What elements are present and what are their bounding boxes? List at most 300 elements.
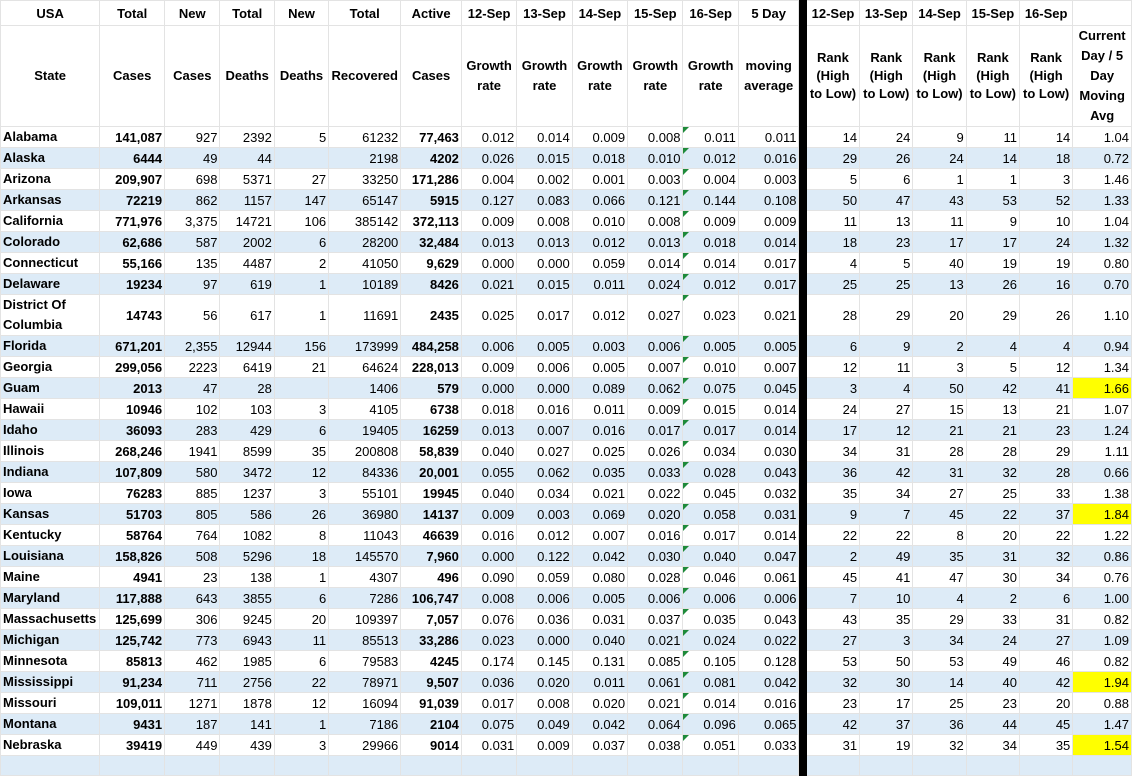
cell-g13[interactable]: 0.036 <box>517 609 572 630</box>
cell-r14[interactable]: 36 <box>913 714 966 735</box>
cell-r14[interactable]: 4 <box>913 588 966 609</box>
header-cell[interactable]: 15-Sep <box>628 1 683 26</box>
cell-ma5[interactable]: 0.042 <box>738 672 799 693</box>
cell-ma5[interactable]: 0.032 <box>738 483 799 504</box>
cell-new_deaths[interactable]: 11 <box>274 630 328 651</box>
cell-g15[interactable]: 0.008 <box>628 127 683 148</box>
cell-r13[interactable]: 10 <box>860 588 913 609</box>
cell-r13[interactable]: 19 <box>860 735 913 756</box>
cell-r16[interactable]: 33 <box>1019 483 1072 504</box>
header-cell[interactable]: 13-Sep <box>860 1 913 26</box>
cell-active[interactable]: 4202 <box>401 148 462 169</box>
cell-g13[interactable]: 0.000 <box>517 630 572 651</box>
header-cell[interactable]: 16-Sep <box>683 1 738 26</box>
cell-g14[interactable]: 0.040 <box>572 630 627 651</box>
cell-r12[interactable]: 23 <box>806 693 859 714</box>
cell-active[interactable]: 14137 <box>401 504 462 525</box>
cell-new_cases[interactable]: 927 <box>165 127 220 148</box>
cell-r14[interactable] <box>913 756 966 776</box>
cell-r15[interactable]: 28 <box>966 441 1019 462</box>
cell-g16[interactable]: 0.010 <box>683 357 738 378</box>
state-name-cell[interactable]: Iowa <box>1 483 100 504</box>
header-cell[interactable]: Recovered <box>329 26 401 127</box>
cell-g16[interactable]: 0.017 <box>683 420 738 441</box>
cell-r15[interactable]: 26 <box>966 274 1019 295</box>
cell-g14[interactable]: 0.011 <box>572 274 627 295</box>
cell-r12[interactable]: 32 <box>806 672 859 693</box>
state-name-cell[interactable]: Connecticut <box>1 253 100 274</box>
header-cell[interactable]: Cases <box>100 26 165 127</box>
cell-recovered[interactable]: 65147 <box>329 190 401 211</box>
cell-r14[interactable]: 50 <box>913 378 966 399</box>
cell-g15[interactable]: 0.028 <box>628 567 683 588</box>
cell-ratio[interactable]: 1.38 <box>1073 483 1132 504</box>
cell-r12[interactable]: 28 <box>806 295 859 336</box>
cell-recovered[interactable]: 84336 <box>329 462 401 483</box>
cell-r15[interactable]: 33 <box>966 609 1019 630</box>
header-cell[interactable]: 12-Sep <box>806 1 859 26</box>
header-cell[interactable]: 14-Sep <box>913 1 966 26</box>
cell-ratio[interactable]: 1.46 <box>1073 169 1132 190</box>
cell-g15[interactable]: 0.007 <box>628 357 683 378</box>
cell-g12[interactable]: 0.017 <box>461 693 516 714</box>
cell-g12[interactable]: 0.013 <box>461 232 516 253</box>
cell-new_deaths[interactable]: 6 <box>274 420 328 441</box>
cell-new_deaths[interactable]: 6 <box>274 588 328 609</box>
header-cell[interactable]: Total <box>100 1 165 26</box>
state-name-cell[interactable]: Missouri <box>1 693 100 714</box>
cell-active[interactable]: 171,286 <box>401 169 462 190</box>
state-name-cell[interactable]: Indiana <box>1 462 100 483</box>
header-cell[interactable]: 13-Sep <box>517 1 572 26</box>
cell-new_cases[interactable]: 3,375 <box>165 211 220 232</box>
cell-g13[interactable]: 0.006 <box>517 588 572 609</box>
cell-g16[interactable] <box>683 756 738 776</box>
cell-g14[interactable]: 0.012 <box>572 232 627 253</box>
cell-r14[interactable]: 21 <box>913 420 966 441</box>
cell-new_deaths[interactable]: 8 <box>274 525 328 546</box>
cell-g16[interactable]: 0.051 <box>683 735 738 756</box>
cell-g16[interactable]: 0.014 <box>683 693 738 714</box>
state-name-cell[interactable]: Colorado <box>1 232 100 253</box>
cell-r15[interactable]: 24 <box>966 630 1019 651</box>
cell-g16[interactable]: 0.015 <box>683 399 738 420</box>
cell-r12[interactable]: 5 <box>806 169 859 190</box>
cell-r14[interactable]: 17 <box>913 232 966 253</box>
cell-r12[interactable]: 36 <box>806 462 859 483</box>
cell-ratio[interactable]: 1.22 <box>1073 525 1132 546</box>
state-name-cell[interactable]: Minnesota <box>1 651 100 672</box>
cell-r12[interactable]: 22 <box>806 525 859 546</box>
cell-active[interactable]: 106,747 <box>401 588 462 609</box>
cell-total_deaths[interactable]: 586 <box>220 504 274 525</box>
cell-new_deaths[interactable]: 6 <box>274 232 328 253</box>
cell-total_cases[interactable]: 141,087 <box>100 127 165 148</box>
cell-r15[interactable]: 5 <box>966 357 1019 378</box>
cell-r16[interactable]: 31 <box>1019 609 1072 630</box>
cell-recovered[interactable] <box>329 756 401 776</box>
cell-g13[interactable]: 0.008 <box>517 693 572 714</box>
cell-total_deaths[interactable]: 2392 <box>220 127 274 148</box>
cell-g16[interactable]: 0.081 <box>683 672 738 693</box>
cell-active[interactable]: 32,484 <box>401 232 462 253</box>
cell-r14[interactable]: 28 <box>913 441 966 462</box>
cell-g14[interactable]: 0.031 <box>572 609 627 630</box>
cell-g12[interactable]: 0.023 <box>461 630 516 651</box>
cell-r13[interactable]: 13 <box>860 211 913 232</box>
cell-g13[interactable]: 0.009 <box>517 735 572 756</box>
cell-recovered[interactable]: 79583 <box>329 651 401 672</box>
cell-r12[interactable]: 14 <box>806 127 859 148</box>
cell-g12[interactable]: 0.009 <box>461 357 516 378</box>
cell-g15[interactable]: 0.017 <box>628 420 683 441</box>
cell-total_cases[interactable]: 85813 <box>100 651 165 672</box>
cell-r12[interactable]: 25 <box>806 274 859 295</box>
cell-r15[interactable] <box>966 756 1019 776</box>
cell-new_deaths[interactable]: 18 <box>274 546 328 567</box>
cell-g14[interactable]: 0.066 <box>572 190 627 211</box>
cell-active[interactable]: 228,013 <box>401 357 462 378</box>
cell-g14[interactable]: 0.012 <box>572 295 627 336</box>
cell-r14[interactable]: 14 <box>913 672 966 693</box>
cell-g13[interactable]: 0.083 <box>517 190 572 211</box>
cell-new_cases[interactable]: 643 <box>165 588 220 609</box>
header-cell[interactable]: State <box>1 26 100 127</box>
cell-ma5[interactable]: 0.011 <box>738 127 799 148</box>
cell-total_cases[interactable] <box>100 756 165 776</box>
cell-ratio[interactable]: 1.11 <box>1073 441 1132 462</box>
cell-r13[interactable]: 24 <box>860 127 913 148</box>
cell-g16[interactable]: 0.058 <box>683 504 738 525</box>
cell-g15[interactable]: 0.027 <box>628 295 683 336</box>
cell-g12[interactable]: 0.075 <box>461 714 516 735</box>
cell-g12[interactable]: 0.021 <box>461 274 516 295</box>
cell-active[interactable]: 9,507 <box>401 672 462 693</box>
cell-new_deaths[interactable]: 20 <box>274 609 328 630</box>
header-cell[interactable]: Growth rate <box>461 26 516 127</box>
cell-recovered[interactable]: 36980 <box>329 504 401 525</box>
cell-g15[interactable]: 0.038 <box>628 735 683 756</box>
cell-r14[interactable]: 11 <box>913 211 966 232</box>
cell-recovered[interactable]: 200808 <box>329 441 401 462</box>
cell-new_cases[interactable]: 135 <box>165 253 220 274</box>
cell-r13[interactable]: 29 <box>860 295 913 336</box>
cell-g15[interactable]: 0.021 <box>628 630 683 651</box>
cell-g13[interactable]: 0.012 <box>517 525 572 546</box>
cell-g12[interactable]: 0.016 <box>461 525 516 546</box>
cell-g13[interactable]: 0.015 <box>517 148 572 169</box>
cell-g15[interactable]: 0.003 <box>628 169 683 190</box>
header-cell[interactable]: Total <box>329 1 401 26</box>
cell-total_deaths[interactable]: 9245 <box>220 609 274 630</box>
cell-r15[interactable]: 17 <box>966 232 1019 253</box>
header-cell[interactable]: Active <box>401 1 462 26</box>
cell-g16[interactable]: 0.005 <box>683 336 738 357</box>
cell-r12[interactable]: 45 <box>806 567 859 588</box>
cell-r16[interactable]: 26 <box>1019 295 1072 336</box>
cell-g13[interactable]: 0.006 <box>517 357 572 378</box>
cell-recovered[interactable]: 10189 <box>329 274 401 295</box>
cell-r16[interactable] <box>1019 756 1072 776</box>
cell-r16[interactable]: 19 <box>1019 253 1072 274</box>
cell-r13[interactable]: 50 <box>860 651 913 672</box>
cell-g12[interactable]: 0.025 <box>461 295 516 336</box>
cell-new_cases[interactable]: 56 <box>165 295 220 336</box>
cell-active[interactable]: 9,629 <box>401 253 462 274</box>
cell-g14[interactable]: 0.001 <box>572 169 627 190</box>
cell-total_deaths[interactable]: 3855 <box>220 588 274 609</box>
cell-r14[interactable]: 27 <box>913 483 966 504</box>
cell-total_cases[interactable]: 268,246 <box>100 441 165 462</box>
cell-total_cases[interactable]: 671,201 <box>100 336 165 357</box>
cell-g15[interactable]: 0.085 <box>628 651 683 672</box>
cell-ma5[interactable]: 0.043 <box>738 462 799 483</box>
cell-g13[interactable]: 0.049 <box>517 714 572 735</box>
cell-g14[interactable]: 0.089 <box>572 378 627 399</box>
cell-new_cases[interactable]: 283 <box>165 420 220 441</box>
cell-ma5[interactable]: 0.014 <box>738 420 799 441</box>
header-cell[interactable]: 16-Sep <box>1019 1 1072 26</box>
cell-new_cases[interactable]: 773 <box>165 630 220 651</box>
cell-r12[interactable]: 17 <box>806 420 859 441</box>
cell-r16[interactable]: 37 <box>1019 504 1072 525</box>
cell-g15[interactable]: 0.009 <box>628 399 683 420</box>
cell-g12[interactable]: 0.000 <box>461 378 516 399</box>
cell-r14[interactable]: 25 <box>913 693 966 714</box>
header-cell[interactable]: Cases <box>165 26 220 127</box>
cell-r16[interactable]: 21 <box>1019 399 1072 420</box>
cell-r14[interactable]: 29 <box>913 609 966 630</box>
cell-total_deaths[interactable]: 141 <box>220 714 274 735</box>
cell-new_deaths[interactable]: 3 <box>274 399 328 420</box>
cell-r14[interactable]: 20 <box>913 295 966 336</box>
cell-active[interactable] <box>401 756 462 776</box>
cell-new_deaths[interactable]: 1 <box>274 274 328 295</box>
cell-g15[interactable] <box>628 756 683 776</box>
cell-ratio[interactable]: 1.32 <box>1073 232 1132 253</box>
cell-g16[interactable]: 0.009 <box>683 211 738 232</box>
cell-r13[interactable]: 37 <box>860 714 913 735</box>
cell-total_deaths[interactable]: 1985 <box>220 651 274 672</box>
cell-r14[interactable]: 32 <box>913 735 966 756</box>
cell-total_deaths[interactable]: 14721 <box>220 211 274 232</box>
cell-r14[interactable]: 3 <box>913 357 966 378</box>
cell-g16[interactable]: 0.040 <box>683 546 738 567</box>
cell-total_deaths[interactable]: 6943 <box>220 630 274 651</box>
cell-active[interactable]: 579 <box>401 378 462 399</box>
cell-new_cases[interactable]: 508 <box>165 546 220 567</box>
cell-g16[interactable]: 0.075 <box>683 378 738 399</box>
cell-recovered[interactable]: 7186 <box>329 714 401 735</box>
cell-r15[interactable]: 21 <box>966 420 1019 441</box>
cell-g14[interactable]: 0.011 <box>572 399 627 420</box>
cell-r16[interactable]: 18 <box>1019 148 1072 169</box>
cell-g15[interactable]: 0.064 <box>628 714 683 735</box>
cell-g15[interactable]: 0.010 <box>628 148 683 169</box>
cell-ratio[interactable]: 1.00 <box>1073 588 1132 609</box>
cell-r15[interactable]: 29 <box>966 295 1019 336</box>
cell-g14[interactable]: 0.005 <box>572 357 627 378</box>
cell-active[interactable]: 484,258 <box>401 336 462 357</box>
cell-g12[interactable]: 0.012 <box>461 127 516 148</box>
cell-g16[interactable]: 0.014 <box>683 253 738 274</box>
cell-r15[interactable]: 2 <box>966 588 1019 609</box>
cell-r16[interactable]: 35 <box>1019 735 1072 756</box>
cell-g15[interactable]: 0.014 <box>628 253 683 274</box>
cell-g16[interactable]: 0.006 <box>683 588 738 609</box>
cell-r16[interactable]: 10 <box>1019 211 1072 232</box>
cell-r13[interactable]: 41 <box>860 567 913 588</box>
cell-g12[interactable]: 0.026 <box>461 148 516 169</box>
cell-r14[interactable]: 1 <box>913 169 966 190</box>
cell-r16[interactable]: 16 <box>1019 274 1072 295</box>
cell-g14[interactable]: 0.016 <box>572 420 627 441</box>
cell-g15[interactable]: 0.013 <box>628 232 683 253</box>
cell-g14[interactable]: 0.042 <box>572 714 627 735</box>
cell-g16[interactable]: 0.105 <box>683 651 738 672</box>
cell-active[interactable]: 19945 <box>401 483 462 504</box>
cell-total_deaths[interactable]: 2002 <box>220 232 274 253</box>
cell-recovered[interactable]: 4105 <box>329 399 401 420</box>
cell-g16[interactable]: 0.028 <box>683 462 738 483</box>
cell-g16[interactable]: 0.045 <box>683 483 738 504</box>
cell-total_deaths[interactable]: 1878 <box>220 693 274 714</box>
cell-g16[interactable]: 0.004 <box>683 169 738 190</box>
cell-active[interactable]: 6738 <box>401 399 462 420</box>
cell-g12[interactable]: 0.000 <box>461 253 516 274</box>
cell-ratio[interactable]: 1.94 <box>1073 672 1132 693</box>
cell-r12[interactable]: 3 <box>806 378 859 399</box>
cell-g15[interactable]: 0.016 <box>628 525 683 546</box>
cell-r13[interactable] <box>860 756 913 776</box>
cell-r12[interactable]: 7 <box>806 588 859 609</box>
cell-ratio[interactable]: 1.07 <box>1073 399 1132 420</box>
cell-total_cases[interactable]: 76283 <box>100 483 165 504</box>
cell-g14[interactable]: 0.010 <box>572 211 627 232</box>
cell-r14[interactable]: 34 <box>913 630 966 651</box>
cell-r12[interactable]: 12 <box>806 357 859 378</box>
cell-r14[interactable]: 40 <box>913 253 966 274</box>
cell-r14[interactable]: 43 <box>913 190 966 211</box>
cell-g12[interactable]: 0.009 <box>461 504 516 525</box>
cell-active[interactable]: 33,286 <box>401 630 462 651</box>
cell-r16[interactable]: 23 <box>1019 420 1072 441</box>
cell-g15[interactable]: 0.030 <box>628 546 683 567</box>
cell-recovered[interactable]: 16094 <box>329 693 401 714</box>
header-cell[interactable]: 14-Sep <box>572 1 627 26</box>
cell-new_deaths[interactable]: 147 <box>274 190 328 211</box>
cell-g12[interactable]: 0.031 <box>461 735 516 756</box>
cell-r16[interactable]: 14 <box>1019 127 1072 148</box>
cell-r14[interactable]: 35 <box>913 546 966 567</box>
cell-recovered[interactable]: 85513 <box>329 630 401 651</box>
cell-new_cases[interactable]: 97 <box>165 274 220 295</box>
cell-new_deaths[interactable] <box>274 148 328 169</box>
header-cell[interactable]: Rank (High to Low) <box>806 26 859 127</box>
cell-g13[interactable]: 0.062 <box>517 462 572 483</box>
cell-ma5[interactable]: 0.014 <box>738 399 799 420</box>
cell-g15[interactable]: 0.026 <box>628 441 683 462</box>
cell-total_cases[interactable]: 209,907 <box>100 169 165 190</box>
cell-g12[interactable]: 0.090 <box>461 567 516 588</box>
cell-r15[interactable]: 23 <box>966 693 1019 714</box>
cell-r15[interactable]: 42 <box>966 378 1019 399</box>
cell-new_cases[interactable] <box>165 756 220 776</box>
cell-recovered[interactable]: 61232 <box>329 127 401 148</box>
header-cell[interactable]: Growth rate <box>572 26 627 127</box>
cell-r14[interactable]: 13 <box>913 274 966 295</box>
cell-g14[interactable]: 0.018 <box>572 148 627 169</box>
cell-ma5[interactable]: 0.007 <box>738 357 799 378</box>
cell-g13[interactable]: 0.014 <box>517 127 572 148</box>
state-name-cell[interactable]: Nebraska <box>1 735 100 756</box>
cell-new_deaths[interactable]: 26 <box>274 504 328 525</box>
cell-g15[interactable]: 0.037 <box>628 609 683 630</box>
cell-total_deaths[interactable]: 138 <box>220 567 274 588</box>
cell-total_cases[interactable]: 771,976 <box>100 211 165 232</box>
cell-r16[interactable]: 32 <box>1019 546 1072 567</box>
cell-ma5[interactable]: 0.017 <box>738 253 799 274</box>
cell-g13[interactable] <box>517 756 572 776</box>
cell-ratio[interactable]: 1.04 <box>1073 211 1132 232</box>
state-name-cell[interactable]: Arkansas <box>1 190 100 211</box>
cell-r15[interactable]: 31 <box>966 546 1019 567</box>
cell-new_deaths[interactable]: 3 <box>274 483 328 504</box>
cell-new_deaths[interactable]: 1 <box>274 714 328 735</box>
cell-new_deaths[interactable]: 6 <box>274 651 328 672</box>
cell-active[interactable]: 372,113 <box>401 211 462 232</box>
header-cell[interactable]: Rank (High to Low) <box>913 26 966 127</box>
cell-ratio[interactable]: 0.86 <box>1073 546 1132 567</box>
cell-r12[interactable]: 42 <box>806 714 859 735</box>
cell-recovered[interactable]: 145570 <box>329 546 401 567</box>
cell-g12[interactable]: 0.008 <box>461 588 516 609</box>
cell-active[interactable]: 7,960 <box>401 546 462 567</box>
cell-ratio[interactable]: 1.84 <box>1073 504 1132 525</box>
cell-g13[interactable]: 0.013 <box>517 232 572 253</box>
cell-g14[interactable]: 0.020 <box>572 693 627 714</box>
cell-new_deaths[interactable]: 2 <box>274 253 328 274</box>
header-cell[interactable]: 12-Sep <box>461 1 516 26</box>
cell-recovered[interactable]: 29966 <box>329 735 401 756</box>
cell-ma5[interactable]: 0.108 <box>738 190 799 211</box>
cell-total_deaths[interactable]: 5371 <box>220 169 274 190</box>
cell-ratio[interactable]: 0.72 <box>1073 148 1132 169</box>
cell-total_cases[interactable]: 6444 <box>100 148 165 169</box>
cell-r16[interactable]: 3 <box>1019 169 1072 190</box>
cell-ratio[interactable]: 1.66 <box>1073 378 1132 399</box>
cell-r12[interactable]: 9 <box>806 504 859 525</box>
cell-r16[interactable]: 46 <box>1019 651 1072 672</box>
state-name-cell[interactable]: Hawaii <box>1 399 100 420</box>
cell-r12[interactable]: 53 <box>806 651 859 672</box>
cell-g14[interactable]: 0.003 <box>572 336 627 357</box>
cell-r16[interactable]: 6 <box>1019 588 1072 609</box>
cell-new_cases[interactable]: 711 <box>165 672 220 693</box>
cell-r13[interactable]: 6 <box>860 169 913 190</box>
state-name-cell[interactable]: Kentucky <box>1 525 100 546</box>
header-cell[interactable]: Deaths <box>274 26 328 127</box>
cell-total_cases[interactable]: 125,699 <box>100 609 165 630</box>
cell-active[interactable]: 9014 <box>401 735 462 756</box>
cell-g14[interactable]: 0.005 <box>572 588 627 609</box>
cell-r12[interactable]: 6 <box>806 336 859 357</box>
cell-new_cases[interactable]: 306 <box>165 609 220 630</box>
cell-ratio[interactable]: 0.94 <box>1073 336 1132 357</box>
cell-ratio[interactable]: 0.82 <box>1073 651 1132 672</box>
cell-ma5[interactable]: 0.014 <box>738 525 799 546</box>
cell-ratio[interactable]: 0.80 <box>1073 253 1132 274</box>
